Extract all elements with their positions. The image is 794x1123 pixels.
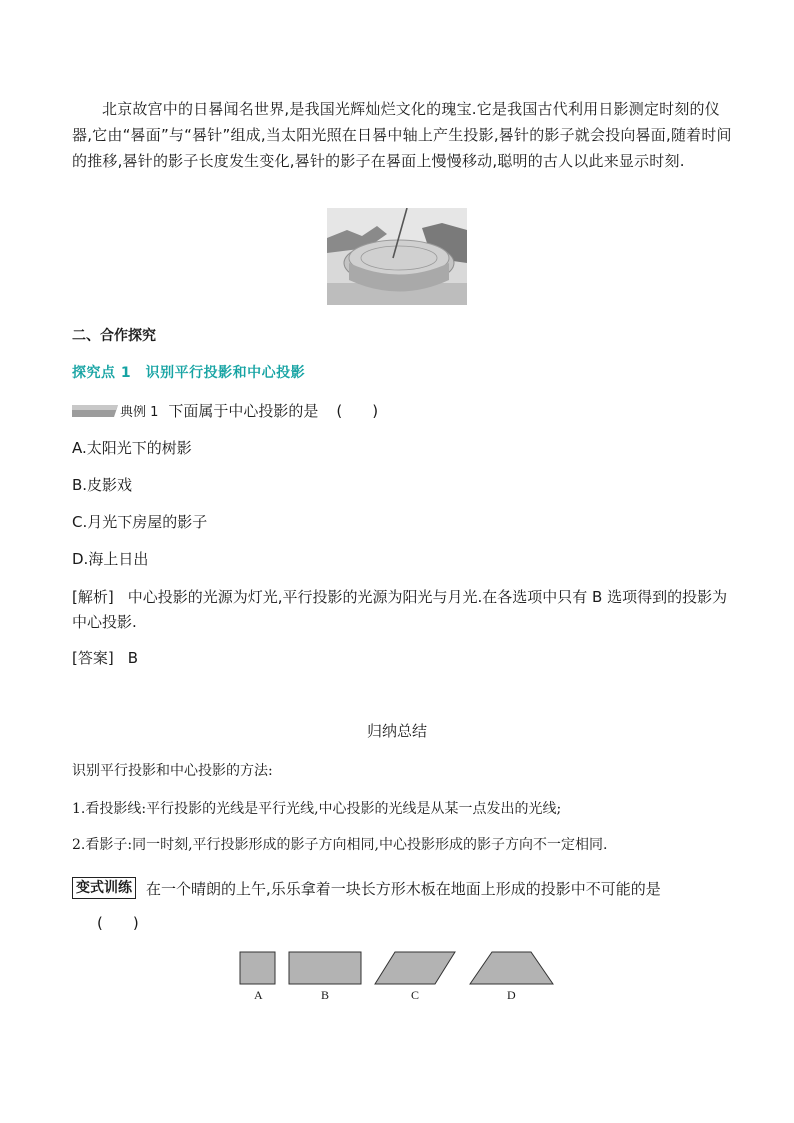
example-row [72, 400, 378, 421]
example-tag: 典例 1 [120, 405, 159, 420]
example-banner-icon [72, 404, 118, 418]
summary-intro: 识别平行投影和中心投影的方法: [72, 763, 273, 779]
sundial-photo [327, 208, 467, 305]
answer [72, 647, 138, 668]
analysis-text: 中心投影的光源为灯光,平行投影的光源为阳光与月光.在各选项中只有 B 选项得到的投影为中心投影. [72, 588, 728, 631]
option-b: B.皮影戏 [72, 476, 133, 494]
sundial-image [327, 208, 467, 305]
answer-label: [答案] [72, 649, 114, 667]
shape-a-square [240, 952, 275, 984]
summary-title: 归纳总结 [366, 722, 427, 740]
variant-row [72, 877, 661, 899]
example-answer-paren: ( ) [336, 402, 379, 420]
intro-paragraph: 北京故宫中的日晷闻名世界,是我国光辉灿烂文化的瑰宝.它是我国古代利用日影测定时刻的仪器,它由“晷面”与“晷针”组成,当太阳光照在日晷中轴上产生投影,晷针的影子就会投向晷面,随着时间的推移,晷针的影子长度发生变化,晷针的影子在晷面上慢慢移动,聪明的古人以此来显示时刻. [72, 100, 732, 170]
shape-label-b: B [321, 988, 330, 1002]
answer-value: B [127, 649, 139, 667]
shape-label-c: C [411, 988, 420, 1002]
summary-point-1: 1.看投影线:平行投影的光线是平行光线,中心投影的光线是从某一点发出的光线; [72, 801, 562, 817]
shape-label-a: A [254, 988, 263, 1002]
shape-label-d: D [507, 988, 516, 1002]
summary-point-2: 2.看影子:同一时刻,平行投影形成的影子方向相同,中心投影形成的影子方向不一定相同. [72, 837, 608, 853]
shape-c-parallelogram [375, 952, 455, 984]
analysis [72, 585, 732, 635]
option-a: A.太阳光下的树影 [72, 439, 192, 457]
section-heading: 二、合作探究 [72, 328, 156, 344]
option-c: C.月光下房屋的影子 [72, 513, 208, 531]
variant-answer-paren: ( ) [97, 914, 139, 932]
example-question: 下面属于中心投影的是 [168, 402, 319, 420]
topic-heading: 探究点 1 识别平行投影和中心投影 [72, 365, 306, 381]
option-d: D.海上日出 [72, 550, 149, 568]
shape-d-trapezoid [470, 952, 553, 984]
shape-b-rectangle [289, 952, 361, 984]
variant-label: 变式训练 [72, 877, 136, 899]
analysis-label: [解析] [72, 588, 114, 606]
variant-question: 在一个晴朗的上午,乐乐拿着一块长方形木板在地面上形成的投影中不可能的是 [146, 879, 661, 898]
shape-figures [235, 946, 565, 986]
